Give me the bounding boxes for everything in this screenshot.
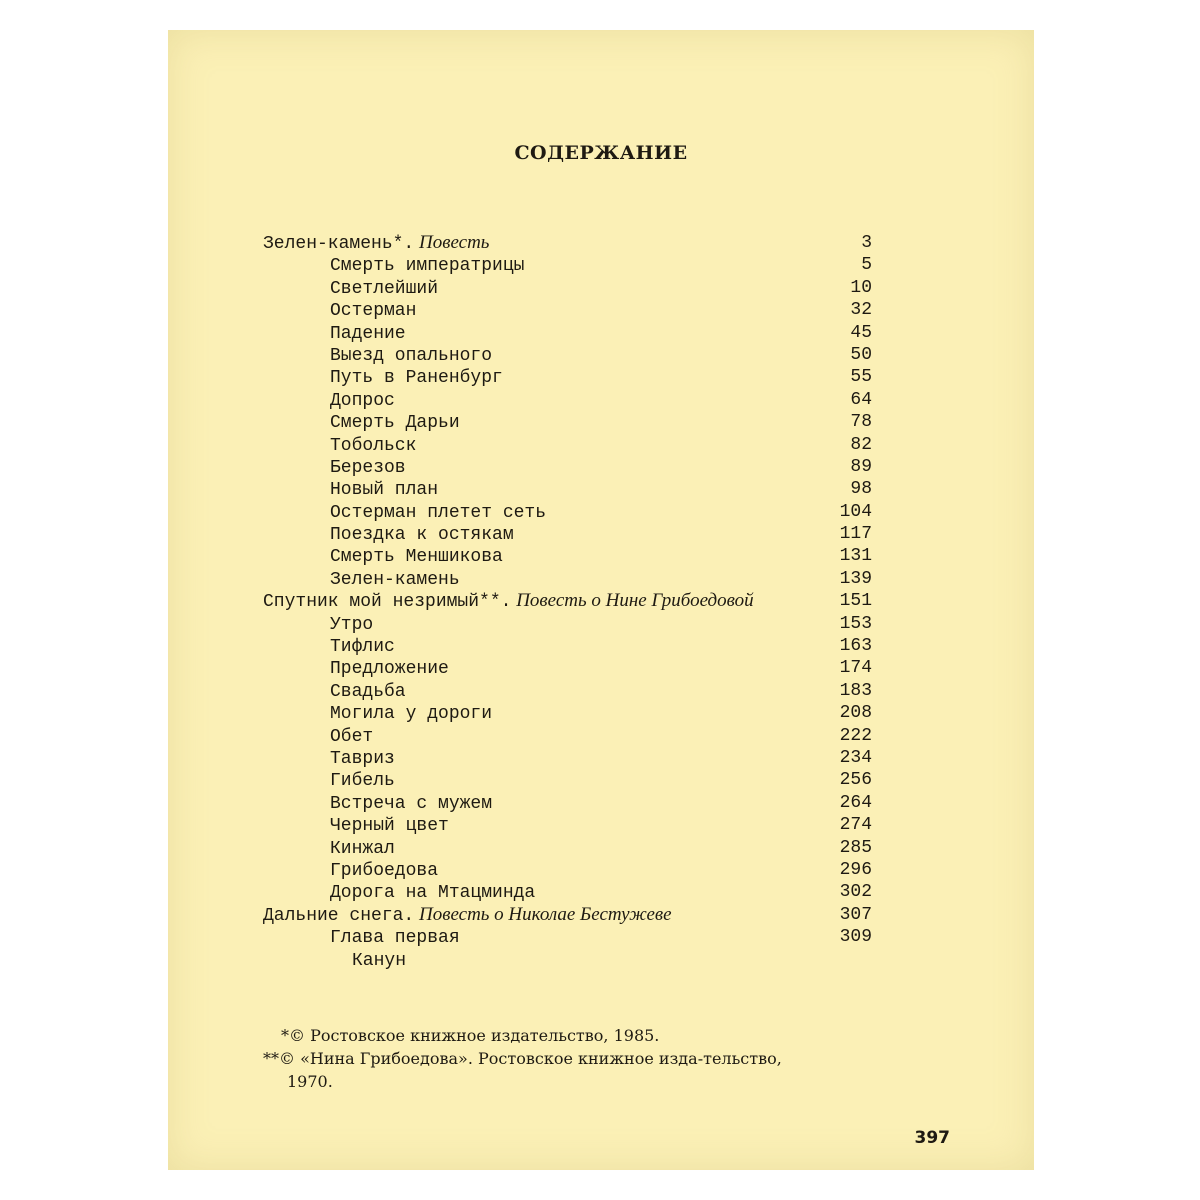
toc-entry-page: 98 <box>850 479 872 500</box>
toc-entry-page: 264 <box>839 792 872 813</box>
toc-entry-page: 183 <box>839 680 872 701</box>
toc-entry-title <box>330 411 460 434</box>
toc-entry <box>168 635 1034 657</box>
toc-entry-page: 174 <box>839 658 872 679</box>
toc-entry-main-title: Зелен-камень <box>330 569 460 590</box>
toc-entry-page: 45 <box>850 322 872 343</box>
toc-entry-main-title: Березов <box>330 457 406 478</box>
toc-entry-title <box>263 904 672 927</box>
toc-entry-main-title: Допрос <box>330 390 395 411</box>
toc-entry-title <box>330 680 406 703</box>
toc-entry <box>168 277 1034 299</box>
toc-entry-main-title: Выезд опального <box>330 345 493 366</box>
toc-entry-main-title: Утро <box>330 614 374 635</box>
toc-entry <box>168 769 1034 791</box>
toc-entry-main-title: Грибоедова <box>330 860 439 881</box>
toc-entry-main-title: Падение <box>330 323 406 344</box>
toc-entry <box>168 545 1034 567</box>
toc-entry <box>168 837 1034 859</box>
toc-entry-main-title: Тавриз <box>330 748 395 769</box>
toc-entry-title <box>330 814 449 837</box>
toc-entry-title <box>330 568 460 591</box>
toc-entry-page: 307 <box>839 904 872 925</box>
toc-entry-page: 296 <box>839 859 872 880</box>
toc-entry-main-title: Предложение <box>330 659 449 680</box>
toc-entry-title <box>330 456 406 479</box>
toc-entry-page: 163 <box>839 636 872 657</box>
toc-entry-main-title: Зелен-камень*. <box>263 234 415 254</box>
toc-entry <box>168 702 1034 724</box>
toc-entry-title <box>330 523 514 546</box>
toc-entry <box>168 881 1034 903</box>
toc-entry-title <box>330 881 535 904</box>
toc-entry-title <box>330 635 395 658</box>
toc-entry-title <box>330 366 503 389</box>
toc-entry-main-title: Остерман <box>330 301 417 322</box>
toc-entry-main-title: Смерть Дарьи <box>330 413 460 434</box>
toc-entry-title <box>330 702 492 725</box>
toc-entry-title <box>330 657 449 680</box>
toc-entry-page: 256 <box>839 770 872 791</box>
toc-entry-title <box>330 254 524 277</box>
toc-entry <box>168 232 1034 254</box>
toc-entry-page: 139 <box>839 568 872 589</box>
toc-entry-page: 153 <box>839 613 872 634</box>
toc-entry-title <box>352 949 406 972</box>
toc-entry-title <box>330 545 503 568</box>
toc-entry <box>168 680 1034 702</box>
toc-entry <box>168 254 1034 276</box>
toc-entry-page: 32 <box>850 300 872 321</box>
toc-entry-page: 3 <box>861 233 872 253</box>
toc-entry <box>168 657 1034 679</box>
toc-entry <box>168 792 1034 814</box>
toc-entry-title <box>330 299 416 322</box>
toc-entry <box>168 568 1034 590</box>
toc-entry-page: 82 <box>850 434 872 455</box>
toc-entry <box>168 478 1034 500</box>
toc-entry <box>168 411 1034 433</box>
toc-entry-page: 309 <box>839 927 872 948</box>
toc-entry-title <box>330 501 546 524</box>
toc-entry-main-title: Кинжал <box>330 838 395 859</box>
toc-entry-main-title: Тобольск <box>330 435 417 456</box>
toc-entry-subtitle: Повесть о Николае Бестужеве <box>414 903 672 925</box>
toc-entry <box>168 366 1034 388</box>
toc-entry <box>168 344 1034 366</box>
toc-entry-page: 78 <box>850 412 872 433</box>
toc-entry-page: 274 <box>839 815 872 836</box>
toc-entry <box>168 456 1034 478</box>
toc-entry-subtitle: Повесть о Нине Грибоедовой <box>511 590 754 612</box>
toc-entry-page: 208 <box>839 703 872 724</box>
toc-entry-main-title: Светлейший <box>330 278 439 299</box>
footnote-2: **© «Нина Грибоедова». Ростовское книжное изда-тельство, 1970. <box>263 1049 782 1091</box>
toc-entry-page: 131 <box>839 546 872 567</box>
toc-entry-title <box>330 725 373 748</box>
toc-entry-page: 222 <box>839 725 872 746</box>
toc-entry-main-title: Дорога на Мтацминда <box>330 883 536 904</box>
toc-entry-page: 10 <box>850 277 872 298</box>
toc-entry <box>168 434 1034 456</box>
table-of-contents <box>168 232 1034 971</box>
toc-entry <box>168 725 1034 747</box>
toc-entry-main-title: Свадьба <box>330 681 406 702</box>
toc-entry-page: 89 <box>850 456 872 477</box>
toc-entry <box>168 613 1034 635</box>
toc-entry <box>168 501 1034 523</box>
toc-entry-main-title: Обет <box>330 726 374 747</box>
toc-entry-main-title: Остерман плетет сеть <box>330 502 547 523</box>
toc-entry-title <box>263 232 489 255</box>
toc-entry-main-title: Гибель <box>330 771 395 792</box>
toc-entry-title <box>330 769 395 792</box>
footnote-1: *© Ростовское книжное издательство, 1985. <box>281 1026 660 1045</box>
toc-entry-title <box>330 389 395 412</box>
toc-entry-title <box>263 590 754 613</box>
toc-entry-main-title: Спутник мой незримый**. <box>263 592 512 613</box>
toc-entry-page: 285 <box>839 837 872 858</box>
toc-entry-title <box>330 792 492 815</box>
toc-entry-main-title: Встреча с мужем <box>330 793 493 814</box>
toc-entry-title <box>330 434 416 457</box>
toc-entry-page: 151 <box>839 591 872 612</box>
footnotes <box>263 1024 823 1093</box>
toc-entry-main-title: Тифлис <box>330 637 395 658</box>
toc-entry-main-title: Глава первая <box>330 928 460 949</box>
toc-entry <box>168 904 1034 926</box>
toc-entry <box>168 523 1034 545</box>
toc-entry-title <box>330 277 438 300</box>
toc-entry-title <box>330 322 406 345</box>
toc-entry-page: 117 <box>839 524 872 545</box>
toc-entry-title <box>330 478 438 501</box>
toc-entry-title <box>330 613 373 636</box>
page-title: СОДЕРЖАНИЕ <box>514 142 688 164</box>
toc-entry <box>168 299 1034 321</box>
toc-entry-page: 302 <box>839 882 872 903</box>
toc-entry-main-title: Путь в Раненбург <box>330 368 503 389</box>
toc-entry-page: 64 <box>850 389 872 410</box>
toc-entry <box>168 814 1034 836</box>
toc-entry-page: 104 <box>839 501 872 522</box>
toc-entry-main-title: Черный цвет <box>330 816 449 837</box>
toc-entry-title <box>330 859 438 882</box>
toc-entry-main-title: Новый план <box>330 480 439 501</box>
book-page <box>168 30 1034 1170</box>
toc-entry-main-title: Могила у дороги <box>330 704 493 725</box>
toc-entry <box>168 949 1034 971</box>
toc-entry <box>168 859 1034 881</box>
toc-entry-title <box>330 747 395 770</box>
toc-entry-main-title: Смерть Меншикова <box>330 547 503 568</box>
toc-entry-page: 55 <box>850 367 872 388</box>
toc-entry-title <box>330 344 492 367</box>
toc-entry <box>168 389 1034 411</box>
toc-entry <box>168 590 1034 612</box>
page-number: 397 <box>914 1128 950 1148</box>
toc-entry <box>168 747 1034 769</box>
toc-entry-title <box>330 926 460 949</box>
toc-entry <box>168 926 1034 948</box>
toc-entry-main-title: Смерть императрицы <box>330 256 525 277</box>
toc-entry-main-title: Канун <box>352 950 407 971</box>
toc-entry-page: 50 <box>850 344 872 365</box>
toc-entry-title <box>330 837 395 860</box>
toc-entry <box>168 322 1034 344</box>
toc-entry-main-title: Поездка к остякам <box>330 525 514 546</box>
toc-entry-page: 5 <box>861 255 872 276</box>
toc-entry-page: 234 <box>839 747 872 768</box>
toc-entry-subtitle: Повесть <box>414 232 490 253</box>
toc-entry-main-title: Дальние снега. <box>263 905 415 926</box>
